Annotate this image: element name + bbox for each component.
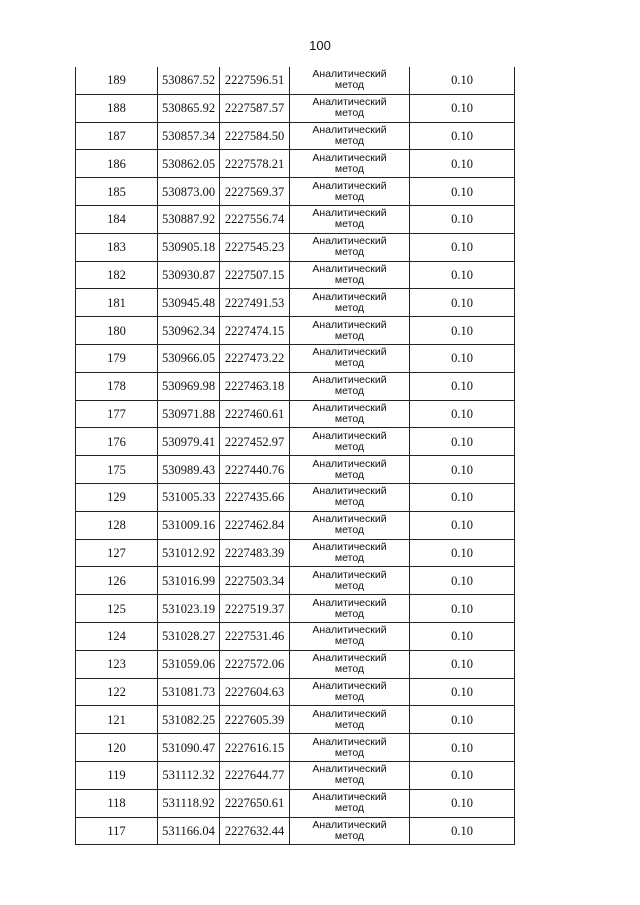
table-row — [76, 205, 515, 233]
method-line-2: метод — [334, 273, 365, 286]
x-coordinate-cell: 531005.33 — [158, 483, 220, 511]
table-row — [76, 622, 515, 650]
point-number-cell: 183 — [76, 233, 158, 261]
method-cell — [290, 678, 410, 706]
x-coordinate-cell: 530971.88 — [158, 400, 220, 428]
x-coordinate-cell: 531112.32 — [158, 761, 220, 789]
method-line-1: Аналитический — [312, 679, 387, 692]
method-cell — [290, 483, 410, 511]
x-coordinate-cell: 530867.52 — [158, 67, 220, 94]
method-line-2: метод — [334, 635, 365, 648]
method-line-1: Аналитический — [312, 540, 387, 553]
y-coordinate-cell: 2227519.37 — [220, 595, 290, 623]
method-line-1: Аналитический — [312, 401, 387, 414]
method-line-2: метод — [334, 79, 365, 92]
point-number-cell: 189 — [76, 67, 158, 94]
accuracy-cell: 0.10 — [410, 261, 515, 289]
method-cell — [290, 650, 410, 678]
method-line-2: метод — [334, 802, 365, 815]
method-line-1: Аналитический — [312, 374, 387, 387]
method-line-2: метод — [334, 440, 365, 453]
method-line-1: Аналитический — [312, 290, 387, 303]
method-line-1: Аналитический — [312, 346, 387, 359]
accuracy-cell: 0.10 — [410, 428, 515, 456]
method-cell — [290, 372, 410, 400]
y-coordinate-cell: 2227435.66 — [220, 483, 290, 511]
table-row — [76, 706, 515, 734]
method-line-1: Аналитический — [312, 262, 387, 275]
accuracy-cell: 0.10 — [410, 94, 515, 122]
method-cell — [290, 344, 410, 372]
point-number-cell: 180 — [76, 317, 158, 345]
accuracy-cell: 0.10 — [410, 734, 515, 762]
y-coordinate-cell: 2227474.15 — [220, 317, 290, 345]
accuracy-cell: 0.10 — [410, 67, 515, 94]
method-cell — [290, 706, 410, 734]
accuracy-cell: 0.10 — [410, 400, 515, 428]
accuracy-cell: 0.10 — [410, 233, 515, 261]
method-line-1: Аналитический — [312, 179, 387, 192]
accuracy-cell: 0.10 — [410, 789, 515, 817]
table-row — [76, 789, 515, 817]
method-line-2: метод — [334, 162, 365, 175]
x-coordinate-cell: 531009.16 — [158, 511, 220, 539]
method-line-1: Аналитический — [312, 457, 387, 470]
table-row — [76, 261, 515, 289]
y-coordinate-cell: 2227596.51 — [220, 67, 290, 94]
point-number-cell: 187 — [76, 122, 158, 150]
y-coordinate-cell: 2227491.53 — [220, 289, 290, 317]
y-coordinate-cell: 2227644.77 — [220, 761, 290, 789]
y-coordinate-cell: 2227632.44 — [220, 817, 290, 845]
table-row — [76, 317, 515, 345]
method-line-1: Аналитический — [312, 652, 387, 665]
method-line-1: Аналитический — [312, 235, 387, 248]
x-coordinate-cell: 531023.19 — [158, 595, 220, 623]
accuracy-cell: 0.10 — [410, 150, 515, 178]
x-coordinate-cell: 530979.41 — [158, 428, 220, 456]
method-cell — [290, 233, 410, 261]
x-coordinate-cell: 531059.06 — [158, 650, 220, 678]
accuracy-cell: 0.10 — [410, 567, 515, 595]
table-row — [76, 344, 515, 372]
point-number-cell: 178 — [76, 372, 158, 400]
x-coordinate-cell: 530969.98 — [158, 372, 220, 400]
accuracy-cell: 0.10 — [410, 678, 515, 706]
accuracy-cell: 0.10 — [410, 622, 515, 650]
y-coordinate-cell: 2227531.46 — [220, 622, 290, 650]
method-line-2: метод — [334, 774, 365, 787]
method-cell — [290, 734, 410, 762]
method-line-2: метод — [334, 524, 365, 537]
point-number-cell: 129 — [76, 483, 158, 511]
x-coordinate-cell: 531081.73 — [158, 678, 220, 706]
y-coordinate-cell: 2227572.06 — [220, 650, 290, 678]
x-coordinate-cell: 530966.05 — [158, 344, 220, 372]
point-number-cell: 128 — [76, 511, 158, 539]
method-cell — [290, 817, 410, 845]
table-row — [76, 734, 515, 762]
method-cell — [290, 400, 410, 428]
y-coordinate-cell: 2227616.15 — [220, 734, 290, 762]
y-coordinate-cell: 2227650.61 — [220, 789, 290, 817]
accuracy-cell: 0.10 — [410, 344, 515, 372]
method-line-2: метод — [334, 579, 365, 592]
accuracy-cell: 0.10 — [410, 205, 515, 233]
point-number-cell: 125 — [76, 595, 158, 623]
point-number-cell: 188 — [76, 94, 158, 122]
x-coordinate-cell: 531082.25 — [158, 706, 220, 734]
method-line-2: метод — [334, 829, 365, 842]
table-row — [76, 650, 515, 678]
method-line-2: метод — [334, 468, 365, 481]
table-row — [76, 817, 515, 845]
table-row — [76, 483, 515, 511]
method-line-2: метод — [334, 718, 365, 731]
accuracy-cell: 0.10 — [410, 706, 515, 734]
point-number-cell: 175 — [76, 456, 158, 484]
x-coordinate-cell: 531012.92 — [158, 539, 220, 567]
accuracy-cell: 0.10 — [410, 372, 515, 400]
y-coordinate-cell: 2227483.39 — [220, 539, 290, 567]
method-cell — [290, 539, 410, 567]
method-line-1: Аналитический — [312, 318, 387, 331]
accuracy-cell: 0.10 — [410, 178, 515, 206]
method-line-1: Аналитический — [312, 763, 387, 776]
x-coordinate-cell: 531090.47 — [158, 734, 220, 762]
method-line-2: метод — [334, 357, 365, 370]
method-line-1: Аналитический — [312, 96, 387, 109]
method-line-1: Аналитический — [312, 207, 387, 220]
table-row — [76, 122, 515, 150]
method-line-2: метод — [334, 385, 365, 398]
x-coordinate-cell: 530865.92 — [158, 94, 220, 122]
method-line-2: метод — [334, 607, 365, 620]
method-line-1: Аналитический — [312, 624, 387, 637]
point-number-cell: 181 — [76, 289, 158, 317]
method-line-1: Аналитический — [312, 513, 387, 526]
point-number-cell: 184 — [76, 205, 158, 233]
x-coordinate-cell: 531028.27 — [158, 622, 220, 650]
point-number-cell: 122 — [76, 678, 158, 706]
point-number-cell: 127 — [76, 539, 158, 567]
accuracy-cell: 0.10 — [410, 595, 515, 623]
point-number-cell: 123 — [76, 650, 158, 678]
accuracy-cell: 0.10 — [410, 511, 515, 539]
x-coordinate-cell: 530873.00 — [158, 178, 220, 206]
method-line-1: Аналитический — [312, 485, 387, 498]
method-cell — [290, 428, 410, 456]
method-line-2: метод — [334, 496, 365, 509]
point-number-cell: 185 — [76, 178, 158, 206]
method-line-1: Аналитический — [312, 151, 387, 164]
page-number: 100 — [309, 38, 331, 53]
method-line-2: метод — [334, 746, 365, 759]
y-coordinate-cell: 2227545.23 — [220, 233, 290, 261]
accuracy-cell: 0.10 — [410, 483, 515, 511]
method-line-1: Аналитический — [312, 68, 387, 81]
method-line-1: Аналитический — [312, 123, 387, 136]
x-coordinate-cell: 530905.18 — [158, 233, 220, 261]
method-cell — [290, 122, 410, 150]
y-coordinate-cell: 2227569.37 — [220, 178, 290, 206]
method-line-2: метод — [334, 663, 365, 676]
accuracy-cell: 0.10 — [410, 539, 515, 567]
y-coordinate-cell: 2227584.50 — [220, 122, 290, 150]
x-coordinate-cell: 531166.04 — [158, 817, 220, 845]
table-row — [76, 289, 515, 317]
x-coordinate-cell: 530930.87 — [158, 261, 220, 289]
method-line-2: метод — [334, 190, 365, 203]
table-row — [76, 511, 515, 539]
method-line-1: Аналитический — [312, 791, 387, 804]
method-cell — [290, 205, 410, 233]
y-coordinate-cell: 2227462.84 — [220, 511, 290, 539]
method-line-1: Аналитический — [312, 568, 387, 581]
x-coordinate-cell: 530962.34 — [158, 317, 220, 345]
table-row — [76, 372, 515, 400]
method-cell — [290, 67, 410, 94]
method-line-2: метод — [334, 412, 365, 425]
method-cell — [290, 761, 410, 789]
coordinates-table — [75, 67, 515, 845]
coordinates-table-body — [76, 67, 515, 845]
y-coordinate-cell: 2227605.39 — [220, 706, 290, 734]
accuracy-cell: 0.10 — [410, 289, 515, 317]
x-coordinate-cell: 530989.43 — [158, 456, 220, 484]
y-coordinate-cell: 2227578.21 — [220, 150, 290, 178]
method-line-1: Аналитический — [312, 707, 387, 720]
y-coordinate-cell: 2227503.34 — [220, 567, 290, 595]
y-coordinate-cell: 2227507.15 — [220, 261, 290, 289]
table-row — [76, 233, 515, 261]
y-coordinate-cell: 2227604.63 — [220, 678, 290, 706]
method-cell — [290, 94, 410, 122]
point-number-cell: 117 — [76, 817, 158, 845]
point-number-cell: 177 — [76, 400, 158, 428]
point-number-cell: 182 — [76, 261, 158, 289]
method-cell — [290, 289, 410, 317]
method-line-1: Аналитический — [312, 818, 387, 831]
table-row — [76, 761, 515, 789]
point-number-cell: 176 — [76, 428, 158, 456]
accuracy-cell: 0.10 — [410, 317, 515, 345]
method-cell — [290, 456, 410, 484]
method-line-1: Аналитический — [312, 429, 387, 442]
table-row — [76, 428, 515, 456]
method-line-2: метод — [334, 329, 365, 342]
table-row — [76, 178, 515, 206]
method-line-2: метод — [334, 134, 365, 147]
point-number-cell: 119 — [76, 761, 158, 789]
table-row — [76, 539, 515, 567]
point-number-cell: 124 — [76, 622, 158, 650]
y-coordinate-cell: 2227556.74 — [220, 205, 290, 233]
accuracy-cell: 0.10 — [410, 761, 515, 789]
method-line-2: метод — [334, 551, 365, 564]
table-row — [76, 456, 515, 484]
x-coordinate-cell: 530862.05 — [158, 150, 220, 178]
y-coordinate-cell: 2227440.76 — [220, 456, 290, 484]
point-number-cell: 121 — [76, 706, 158, 734]
y-coordinate-cell: 2227473.22 — [220, 344, 290, 372]
x-coordinate-cell: 530887.92 — [158, 205, 220, 233]
x-coordinate-cell: 531016.99 — [158, 567, 220, 595]
method-cell — [290, 567, 410, 595]
method-cell — [290, 622, 410, 650]
accuracy-cell: 0.10 — [410, 456, 515, 484]
point-number-cell: 179 — [76, 344, 158, 372]
point-number-cell: 118 — [76, 789, 158, 817]
method-cell — [290, 595, 410, 623]
method-line-2: метод — [334, 218, 365, 231]
table-row — [76, 595, 515, 623]
method-line-2: метод — [334, 301, 365, 314]
y-coordinate-cell: 2227587.57 — [220, 94, 290, 122]
method-line-1: Аналитический — [312, 735, 387, 748]
method-line-2: метод — [334, 246, 365, 259]
x-coordinate-cell: 530945.48 — [158, 289, 220, 317]
x-coordinate-cell: 530857.34 — [158, 122, 220, 150]
method-cell — [290, 789, 410, 817]
accuracy-cell: 0.10 — [410, 122, 515, 150]
method-line-1: Аналитический — [312, 596, 387, 609]
accuracy-cell: 0.10 — [410, 817, 515, 845]
y-coordinate-cell: 2227463.18 — [220, 372, 290, 400]
table-row — [76, 94, 515, 122]
x-coordinate-cell: 531118.92 — [158, 789, 220, 817]
table-row — [76, 678, 515, 706]
y-coordinate-cell: 2227460.61 — [220, 400, 290, 428]
method-cell — [290, 150, 410, 178]
table-row — [76, 150, 515, 178]
table-row — [76, 400, 515, 428]
method-line-2: метод — [334, 690, 365, 703]
method-cell — [290, 261, 410, 289]
method-cell — [290, 317, 410, 345]
point-number-cell: 186 — [76, 150, 158, 178]
accuracy-cell: 0.10 — [410, 650, 515, 678]
method-cell — [290, 511, 410, 539]
method-cell — [290, 178, 410, 206]
method-line-2: метод — [334, 107, 365, 120]
point-number-cell: 120 — [76, 734, 158, 762]
table-row — [76, 567, 515, 595]
point-number-cell: 126 — [76, 567, 158, 595]
y-coordinate-cell: 2227452.97 — [220, 428, 290, 456]
table-row — [76, 67, 515, 94]
